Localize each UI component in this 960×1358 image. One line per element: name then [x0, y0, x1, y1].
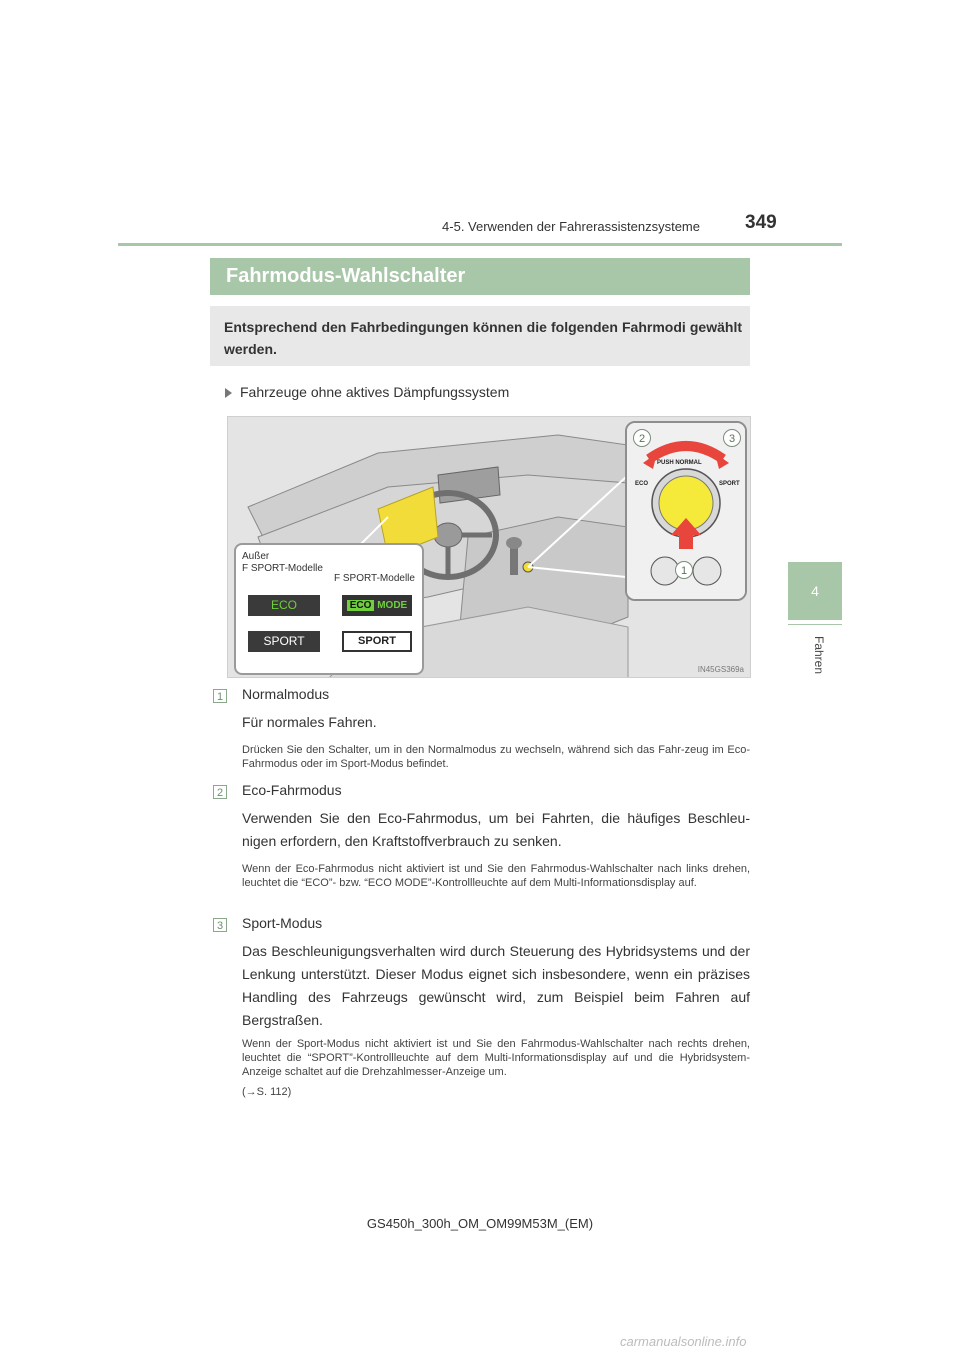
eco-indicator: ECO — [248, 595, 320, 616]
item-number-1: 1 — [213, 689, 227, 703]
chapter-tab-label — [792, 636, 846, 676]
intro-box: Entsprechend den Fahrbedingungen können die folgenden Fahrmodi gewählt werden. — [210, 306, 750, 366]
page-number: 349 — [745, 212, 777, 233]
item-title-normal: Normalmodus — [242, 686, 330, 702]
item-note-sport: Wenn der Sport-Modus nicht aktiviert ist und Sie den Fahrmodus-Wahlschalter nach rechts drehen, leuchtet die “SPORT”-Kontrollleuchte auf dem Multi-Informationsdisplay auf und die Hybridsystem-Anzeige schaltet auf die Drehzahlmesser-Anzeige um. — [242, 1038, 750, 1078]
chapter-tab[interactable]: 4 — [788, 562, 842, 620]
inset-heading-line-2: F SPORT-Modelle — [242, 563, 323, 574]
header-rule — [118, 243, 842, 246]
push-normal-label: PUSH NORMAL — [657, 460, 702, 466]
callout-1: 1 — [675, 561, 693, 579]
eco-mode-indicator — [342, 595, 412, 616]
triangle-bullet-icon — [225, 388, 232, 398]
figure-code: IN45GS369a — [697, 665, 744, 674]
item-number-2: 2 — [213, 785, 227, 799]
indicator-inset — [234, 543, 424, 675]
drive-mode-switch-detail — [625, 421, 747, 601]
bullet-item — [225, 384, 509, 400]
cross-reference-link[interactable]: (→S. 112) — [242, 1086, 292, 1098]
callout-2: 2 — [633, 429, 651, 447]
illustration — [227, 416, 751, 678]
item-title-sport: Sport-Modus — [242, 915, 323, 931]
item-title-eco: Eco-Fahrmodus — [242, 782, 342, 798]
item-note-normal: Drücken Sie den Schalter, um in den Normalmodus zu wechseln, während sich das Fahr-zeug im Eco-Fahrmodus oder im Sport-Modus befindet. — [242, 744, 750, 770]
item-note-eco: Wenn der Eco-Fahrmodus nicht aktiviert ist und Sie den Fahrmodus-Wahlschalter nach links drehen, leuchtet die “ECO”- bzw. “ECO MODE”-Kontrollleuchte auf dem Multi-Informationsdisplay auf. — [242, 863, 750, 889]
document-footer: GS450h_300h_OM_OM99M53M_(EM) — [366, 1216, 594, 1231]
eco-mode-mode-text: MODE — [377, 600, 408, 611]
item-number-3: 3 — [213, 918, 227, 932]
inset-heading-fsport: F SPORT-Modelle — [334, 573, 415, 584]
sport-fsport-indicator: SPORT — [342, 631, 412, 652]
running-header: 4-5. Verwenden der Fahrerassistenzsysteme — [442, 219, 700, 234]
inset-heading-line-1: Außer — [242, 551, 270, 562]
sport-knob-label: SPORT — [719, 481, 740, 487]
chapter-label-text: Fahren — [812, 636, 826, 675]
watermark: carmanualsonline.info — [620, 1334, 747, 1349]
item-main-normal: Für normales Fahren. — [242, 714, 377, 730]
chapter-tab-divider — [788, 624, 842, 625]
eco-knob-label: ECO — [635, 481, 649, 487]
item-main-eco: Verwenden Sie den Eco-Fahrmodus, um bei Fahrten, die häufiges Beschleu-nigen erfordern, den Kraftstoffverbrauch zu senken. — [242, 810, 750, 849]
section-title: Fahrmodus-Wahlschalter — [210, 258, 750, 295]
sport-indicator: SPORT — [248, 631, 320, 652]
eco-mode-eco-text: ECO — [347, 600, 375, 611]
bullet-text: Fahrzeuge ohne aktives Dämpfungssystem — [240, 384, 510, 400]
inset-heading-non-fsport — [242, 551, 323, 575]
callout-3: 3 — [723, 429, 741, 447]
item-main-sport: Das Beschleunigungsverhalten wird durch Steuerung des Hybridsystems und der Lenkung unterstützt. Dieser Modus eignet sich insbesondere, wenn ein präzises Handling des Fahrzeugs gewünscht wird, zum Beispiel beim Fahren auf Bergstraßen. — [242, 943, 750, 1028]
